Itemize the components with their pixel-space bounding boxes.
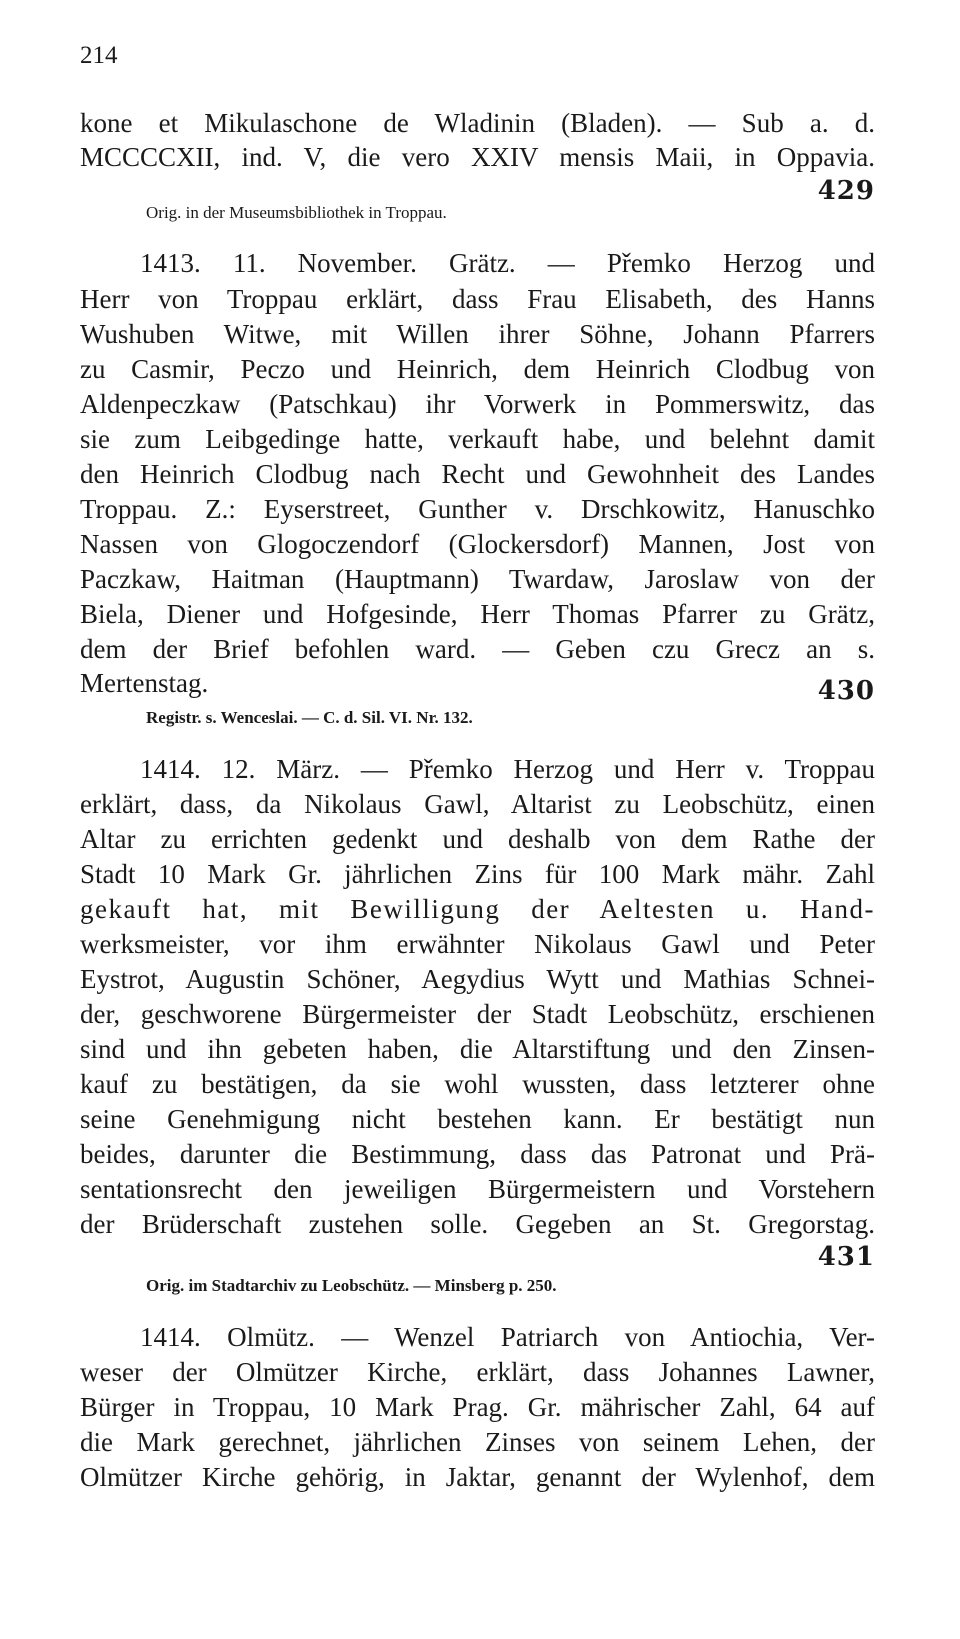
entry-430-line-12: dem der Brief befohlen ward. — Geben czu Grecz an s. [80,634,875,664]
entry-431-line-12: beides, darunter die Bestimmung, dass das Patronat und Prä- [80,1139,875,1169]
entry-430-line-10: Paczkaw, Haitman (Hauptmann) Twardaw, Jaroslaw von der [80,564,875,594]
entry-432-line-1: 1414. Olmütz. — Wenzel Patriarch von Antiochia, Ver- [140,1322,875,1352]
entry-430-number: 430 [817,676,875,706]
entry-430-line-6: sie zum Leibgedinge hatte, verkauft habe, und belehnt damit [80,424,875,454]
entry-430-line-9: Nassen von Glogoczendorf (Glockersdorf) Mannen, Jost von [80,529,875,559]
entry-430-line-5: Aldenpeczkaw (Patschkau) ihr Vorwerk in Pommerswitz, das [80,389,875,419]
entry-432-line-4: die Mark gerechnet, jährlichen Zinses von seinem Lehen, der [80,1427,875,1457]
entry-431-line-1: 1414. 12. März. — Přemko Herzog und Herr v. Troppau [140,754,875,784]
entry-430-line-2: Herr von Troppau erklärt, dass Frau Elisabeth, des Hanns [80,284,875,314]
entry-431-line-5: gekauft hat, mit Bewilligung der Aeltesten u. Hand- [80,894,875,924]
entry-430-source: Registr. s. Wenceslai. — C. d. Sil. VI. Nr. 132. [146,708,473,727]
entry-431-number: 431 [817,1242,875,1272]
entry-431-line-6: werksmeister, vor ihm erwähnter Nikolaus Gawl und Peter [80,929,875,959]
entry-429-line-1: kone et Mikulaschone de Wladinin (Bladen). — Sub a. d. [80,108,875,138]
page-number: 214 [80,42,118,69]
entry-431-line-9: sind und ihn gebeten haben, die Altarstiftung und den Zinsen- [80,1034,875,1064]
entry-432-line-5: Olmützer Kirche gehörig, in Jaktar, genannt der Wylenhof, dem [80,1462,875,1492]
entry-429-source: Orig. in der Museumsbibliothek in Troppau. [146,203,447,222]
entry-430-line-4: zu Casmir, Peczo und Heinrich, dem Heinrich Clodbug von [80,354,875,384]
entry-430-line-8: Troppau. Z.: Eyserstreet, Gunther v. Drschkowitz, Hanuschko [80,494,875,524]
entry-429-line-2: MCCCCXII, ind. V, die vero XXIV mensis Maii, in Oppavia. [80,142,875,172]
entry-430-line-3: Wushuben Witwe, mit Willen ihrer Söhne, Johann Pfarrers [80,319,875,349]
entry-430-line-13: Mertenstag. [80,668,209,698]
entry-430-line-11: Biela, Diener und Hofgesinde, Herr Thomas Pfarrer zu Grätz, [80,599,875,629]
entry-431-line-2: erklärt, dass, da Nikolaus Gawl, Altarist zu Leobschütz, einen [80,789,875,819]
entry-430-line-7: den Heinrich Clodbug nach Recht und Gewohnheit des Landes [80,459,875,489]
entry-431-line-11: seine Genehmigung nicht bestehen kann. Er bestätigt nun [80,1104,875,1134]
entry-431-source: Orig. im Stadtarchiv zu Leobschütz. — Minsberg p. 250. [146,1276,557,1295]
entry-429-number: 429 [817,176,875,206]
entry-431-line-8: der, geschworene Bürgermeister der Stadt Leobschütz, erschienen [80,999,875,1029]
entry-431-line-3: Altar zu errichten gedenkt und deshalb von dem Rathe der [80,824,875,854]
entry-431-line-7: Eystrot, Augustin Schöner, Aegydius Wytt und Mathias Schnei- [80,964,875,994]
entry-432-line-2: weser der Olmützer Kirche, erklärt, dass Johannes Lawner, [80,1357,875,1387]
entry-431-line-4: Stadt 10 Mark Gr. jährlichen Zins für 100 Mark mähr. Zahl [80,859,875,889]
entry-431-line-14: der Brüderschaft zustehen solle. Gegeben an St. Gregorstag. [80,1209,875,1239]
entry-431-line-10: kauf zu bestätigen, da sie wohl wussten, dass letzterer ohne [80,1069,875,1099]
entry-432-line-3: Bürger in Troppau, 10 Mark Prag. Gr. mährischer Zahl, 64 auf [80,1392,875,1422]
entry-430-line-1: 1413. 11. November. Grätz. — Přemko Herzog und [140,248,875,278]
entry-431-line-13: sentationsrecht den jeweiligen Bürgermeistern und Vorstehern [80,1174,875,1204]
